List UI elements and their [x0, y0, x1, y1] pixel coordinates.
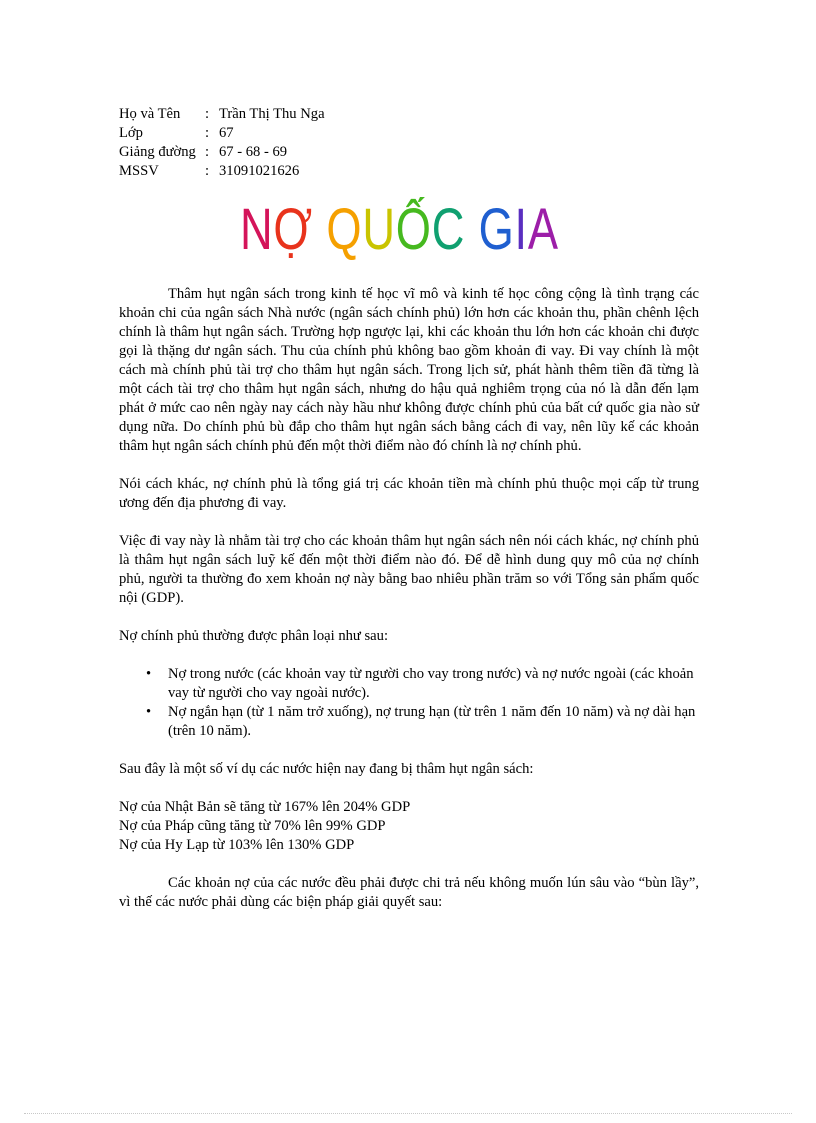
paragraph-debt-measure: Việc đi vay này là nhằm tài trợ cho các khoản thâm hụt ngân sách nên nói cách khác, nợ chính phủ là thâm hụt ngân sách luỹ kế đến một thời điểm nào đó. Để dễ hình dung quy mô của nợ chính phủ, người ta thường đo xem khoản nợ này bằng bao nhiêu phần trăm so với Tổng sản phẩm quốc nội (GDP).	[119, 533, 699, 606]
title-letter: N	[239, 197, 274, 262]
info-row-hall	[119, 143, 699, 162]
student-info	[119, 105, 699, 181]
info-label: Họ và Tên	[119, 106, 181, 122]
title-letter: Ố	[395, 197, 432, 262]
list-item	[146, 665, 699, 703]
list-item	[146, 703, 699, 741]
title-letter: Q	[325, 197, 362, 262]
example-greece: Nợ của Hy Lạp từ 103% lên 130% GDP	[119, 837, 355, 853]
bullet-icon: •	[146, 666, 152, 682]
title-letter: U	[361, 197, 396, 262]
example-japan: Nợ của Nhật Bản sẽ tăng từ 167% lên 204% GDP	[119, 799, 411, 815]
document-title	[109, 195, 689, 285]
paragraph-examples-intro: Sau đây là một số ví dụ các nước hiện nay đang bị thâm hụt ngân sách:	[119, 761, 534, 777]
title-letter: G	[478, 197, 515, 262]
info-value: Trần Thị Thu Nga	[219, 106, 325, 122]
list-item-text: Nợ trong nước (các khoản vay từ người cho vay trong nước) và nợ nước ngoài (các khoản vay từ người cho vay ngoài nước).	[168, 666, 694, 701]
title-wordart	[240, 195, 559, 265]
info-row-name	[119, 105, 699, 124]
info-row-student-id	[119, 162, 699, 181]
info-label: Giảng đường	[119, 144, 196, 160]
info-label: Lớp	[119, 125, 143, 141]
bullet-icon: •	[146, 704, 152, 720]
info-value: 67	[219, 125, 234, 141]
examples-list	[119, 798, 699, 855]
info-label: MSSV	[119, 163, 159, 179]
list-item-text: Nợ ngắn hạn (từ 1 năm trở xuống), nợ trung hạn (từ trên 1 năm đến 10 năm) và nợ dài hạn (trên 10 năm).	[168, 704, 696, 739]
page-bottom-border	[24, 1113, 792, 1114]
info-colon: :	[205, 144, 210, 160]
document-page	[119, 105, 699, 912]
paragraph-solutions: Các khoản nợ của các nước đều phải được chi trả nếu không muốn lún sâu vào “bùn lầy”, vì thế các nước phải dùng các biện pháp giải quyết sau:	[119, 875, 699, 910]
title-letter	[313, 197, 326, 262]
info-colon: :	[205, 106, 210, 122]
paragraph-government-debt: Nói cách khác, nợ chính phủ là tổng giá trị các khoản tiền mà chính phủ thuộc mọi cấp từ trung ương đến địa phương đi vay.	[119, 476, 699, 511]
example-france: Nợ của Pháp cũng tăng từ 70% lên 99% GDP	[119, 818, 386, 834]
debt-types-list	[119, 665, 699, 741]
title-letter: I	[514, 197, 528, 262]
info-colon: :	[205, 163, 210, 179]
title-letter: A	[527, 197, 559, 262]
info-colon: :	[205, 125, 210, 141]
title-letter: Ợ	[273, 197, 313, 262]
info-value: 31091021626	[219, 163, 300, 179]
paragraph-budget-deficit: Thâm hụt ngân sách trong kinh tế học vĩ mô và kinh tế học công cộng là tình trạng các khoản chi của ngân sách Nhà nước (ngân sách chính phủ) lớn hơn các khoản thu, phần chênh lệch chính là thâm hụt ngân sách. Trường hợp ngược lại, khi các khoản thu lớn hơn các khoản chi được gọi là thặng dư ngân sách. Thu của chính phủ không bao gồm khoản đi vay. Đi vay chính là một cách mà chính phủ tài trợ cho thâm hụt ngân sách. Trong lịch sử, phát hành thêm tiền đã từng là một cách tài trợ cho thâm hụt ngân sách, nhưng do hậu quả nghiêm trọng của nó là dẫn đến lạm phát ở mức cao nên ngày nay cách này hầu như không được chính phủ của bất cứ quốc gia nào sử dụng nữa. Do chính phủ bù đắp cho thâm hụt ngân sách bằng cách đi vay, nên lũy kế các khoản thâm hụt ngân sách chính phủ đến một thời điểm nào đó chính là nợ chính phủ.	[119, 286, 699, 454]
info-row-class	[119, 124, 699, 143]
paragraph-classification: Nợ chính phủ thường được phân loại như sau:	[119, 628, 388, 644]
title-letter	[465, 197, 478, 262]
title-letter: C	[431, 197, 465, 262]
info-value: 67 - 68 - 69	[219, 144, 288, 160]
